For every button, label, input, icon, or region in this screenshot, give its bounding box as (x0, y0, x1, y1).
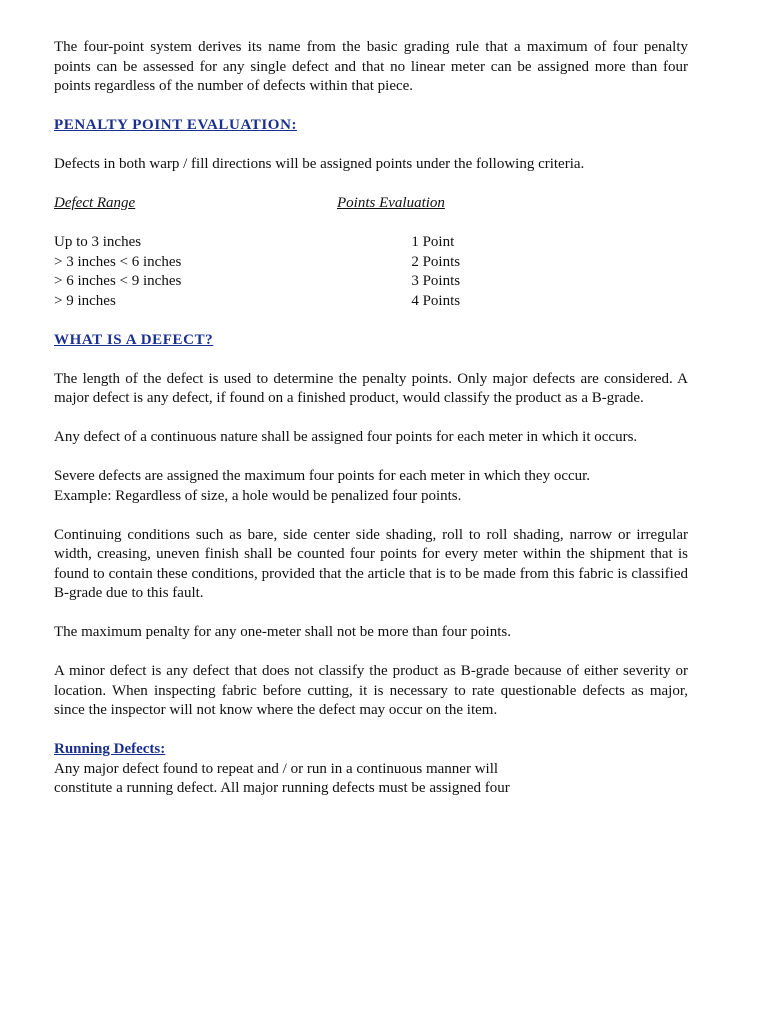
defect-range-cell: > 3 inches < 6 inches (54, 253, 182, 270)
continuing-conditions-paragraph: Continuing conditions such as bare, side center side shading, roll to roll shading, narrow or irregular width, creasing, uneven finish shall be counted four points for every meter within the shipment that is found to contain these conditions, provided that the article that is to be made from this fabric is classified B-grade due to this fault. (54, 526, 688, 601)
defect-range-cell: Up to 3 inches (54, 234, 142, 250)
continuous-defect-paragraph: Any defect of a continuous nature shall be assigned four points for each meter in which it occurs. (54, 429, 638, 445)
minor-defect-paragraph: A minor defect is any defect that does not classify the product as B-grade because of either severity or location. When inspecting fabric before cutting, it is necessary to rate questionable defects as major, since the inspector will not know where the defect may occur on the item. (54, 663, 688, 718)
column-header-defect-range: Defect Range (54, 195, 136, 211)
severe-defect-paragraph: Severe defects are assigned the maximum four points for each meter in which they occur. (54, 468, 591, 484)
points-cell: 1 Point (411, 234, 455, 250)
penalty-points-table (54, 194, 688, 311)
criteria-paragraph: Defects in both warp / fill directions will be assigned points under the following criteria. (54, 156, 585, 172)
running-defects-line-2: constitute a running defect. All major running defects must be assigned four (54, 780, 510, 796)
points-cell: 4 Points (411, 292, 461, 309)
table-row (54, 233, 688, 253)
maximum-penalty-paragraph: The maximum penalty for any one-meter shall not be more than four points. (54, 624, 511, 640)
heading-penalty-point-evaluation: PENALTY POINT EVALUATION: (54, 117, 298, 133)
table-row (54, 272, 688, 292)
defect-definition-paragraph: The length of the defect is used to determine the penalty points. Only major defects are considered. A major defect is any defect, if found on a finished product, would classify the product as a B-grade. (54, 370, 688, 406)
table-row (54, 292, 688, 312)
table-row (54, 253, 688, 273)
defect-range-cell: > 9 inches (54, 292, 116, 309)
document-page (54, 38, 688, 799)
table-header-row (54, 194, 688, 214)
points-cell: 3 Points (411, 273, 461, 289)
intro-paragraph: The four-point system derives its name from the basic grading rule that a maximum of four penalty points can be assessed for any single defect and that no linear meter can be assigned more than four points regardless of the number of defects within that piece. (54, 39, 688, 94)
points-cell: 2 Points (411, 253, 461, 270)
defect-range-cell: > 6 inches < 9 inches (54, 273, 182, 289)
heading-running-defects: Running Defects: (54, 741, 166, 757)
column-header-points-evaluation: Points Evaluation (337, 195, 445, 211)
example-line: Example: Regardless of size, a hole would be penalized four points. (54, 487, 462, 504)
heading-what-is-a-defect: WHAT IS A DEFECT? (54, 331, 214, 348)
running-defects-line-1: Any major defect found to repeat and / or run in a continuous manner will (54, 760, 499, 777)
